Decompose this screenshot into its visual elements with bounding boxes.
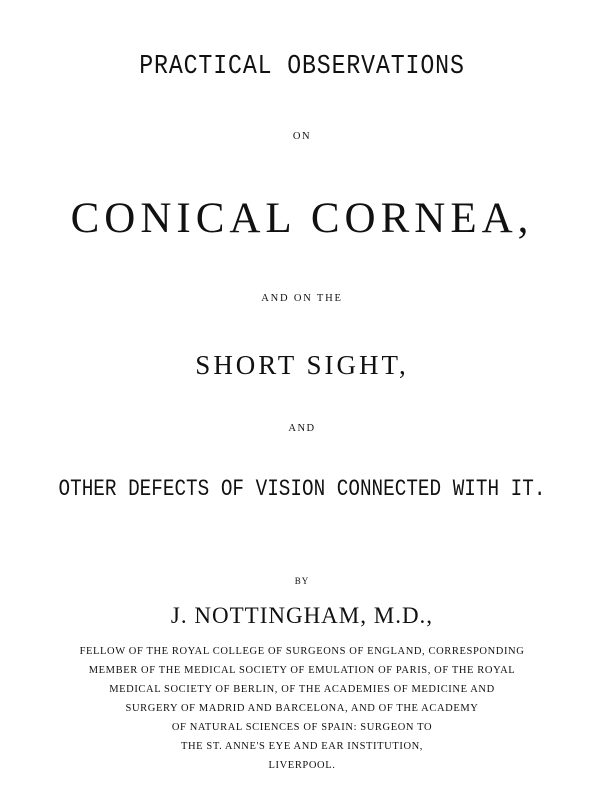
author-credential-line: LIVERPOOL.	[268, 760, 336, 771]
author-credential-line: SURGERY OF MADRID AND BARCELONA, AND OF THE ACADEMY	[125, 703, 479, 714]
book-heading: PRACTICAL OBSERVATIONS	[139, 52, 465, 82]
author-credential-line: THE ST. ANNE'S EYE AND EAR INSTITUTION,	[180, 741, 424, 752]
author-credential-line: MEMBER OF THE MEDICAL SOCIETY OF EMULATION OF PARIS, OF THE ROYAL	[88, 665, 516, 676]
author-credential-line: MEDICAL SOCIETY OF BERLIN, OF THE ACADEMIES OF MEDICINE AND	[109, 684, 495, 695]
subtitle-short-sight: SHORT SIGHT,	[195, 350, 409, 380]
author-credential-line: FELLOW OF THE ROYAL COLLEGE OF SURGEONS OF ENGLAND, CORRESPONDING	[79, 646, 525, 657]
connector-and: AND	[288, 423, 316, 434]
byline-by: BY	[294, 576, 310, 586]
main-title: CONICAL CORNEA,	[70, 195, 534, 242]
connector-on: ON	[292, 131, 312, 142]
subtitle-other-defects: OTHER DEFECTS OF VISION CONNECTED WITH IT.	[58, 476, 546, 502]
author-credential-line: OF NATURAL SCIENCES OF SPAIN: SURGEON TO	[171, 722, 433, 733]
connector-and-on-the: AND ON THE	[261, 293, 343, 304]
author-name: J. NOTTINGHAM, M.D.,	[170, 603, 434, 628]
